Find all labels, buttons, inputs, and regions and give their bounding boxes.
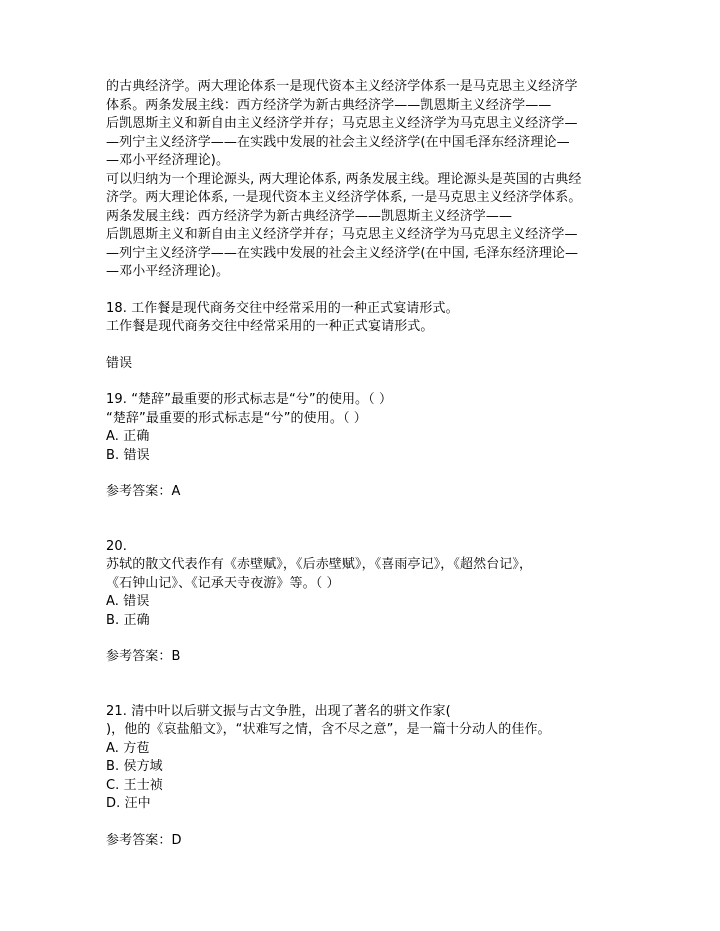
question-20 [106, 538, 686, 667]
answer-text: 参考答案：A [106, 484, 181, 499]
text-line: 的古典经济学。两大理论体系一是现代资本主义经济学体系一是马克思主义经济学 [106, 79, 578, 94]
option-c: C. 王士祯 [106, 777, 163, 793]
question-repeat: “楚辞”最重要的形式标志是“兮”的使用。（ ） [106, 410, 367, 426]
option-a: A. 方苞 [106, 740, 150, 756]
text-line: 可以归纳为一个理论源头, 两大理论体系, 两条发展主线。理论源头是英国的古典经 [106, 171, 582, 187]
text-line: 后凯恩斯主义和新自由主义经济学并存；马克思主义经济学为马克思主义经济学— [106, 116, 578, 131]
text-line: 后凯恩斯主义和新自由主义经济学并存；马克思主义经济学为马克思主义经济学— [106, 227, 578, 242]
question-21 [106, 703, 686, 851]
question-text: 21. 清中叶以后骈文振与古文争胜，出现了著名的骈文作家( [106, 703, 451, 719]
answer-text: 参考答案：D [106, 832, 182, 848]
question-text: 苏轼的散文代表作有《赤壁赋》，《后赤壁赋》，《喜雨亭记》，《超然台记》， [106, 557, 533, 572]
question-text: 19. “楚辞”最重要的形式标志是“兮”的使用。（ ） [106, 392, 393, 407]
question-19 [106, 391, 686, 502]
intro-paragraph [106, 78, 686, 282]
option-b: B. 侯方域 [106, 759, 163, 774]
option-a: A. 错误 [106, 594, 150, 609]
text-line: —邓小平经济理论)。 [106, 153, 230, 168]
question-text: 《石钟山记》、《记承天寺夜游》等。（ ） [106, 575, 340, 591]
question-repeat: 工作餐是现代商务交往中经常采用的一种正式宴请形式。 [106, 319, 434, 334]
text-line: 济学。两大理论体系, 一是现代资本主义经济学体系, 一是马克思主义经济学体系。 [106, 190, 582, 205]
text-line: 体系。两条发展主线：西方经济学为新古典经济学——凯恩斯主义经济学—— [106, 97, 552, 113]
text-line: 两条发展主线：西方经济学为新古典经济学——凯恩斯主义经济学—— [106, 208, 513, 224]
option-b: B. 正确 [106, 612, 150, 628]
option-a: A. 正确 [106, 429, 150, 444]
answer-text: 参考答案：B [106, 649, 181, 664]
option-d: D. 汪中 [106, 796, 151, 811]
question-text: 18. 工作餐是现代商务交往中经常采用的一种正式宴请形式。 [106, 300, 459, 316]
document-page [106, 78, 686, 850]
question-18 [106, 300, 686, 374]
option-b: B. 错误 [106, 447, 150, 463]
answer-text: 错误 [106, 355, 133, 371]
text-line: —列宁主义经济学——在实践中发展的社会主义经济学(在中国, 毛泽东经济理论— [106, 245, 579, 261]
question-number: 20. [106, 538, 127, 554]
text-line: —邓小平经济理论)。 [106, 264, 230, 279]
question-text: )，他的《哀盐船文》，“状难写之情，含不尽之意”，是一篇十分动人的佳作。 [106, 722, 551, 737]
text-line: —列宁主义经济学——在实践中发展的社会主义经济学(在中国毛泽东经济理论— [106, 134, 570, 150]
